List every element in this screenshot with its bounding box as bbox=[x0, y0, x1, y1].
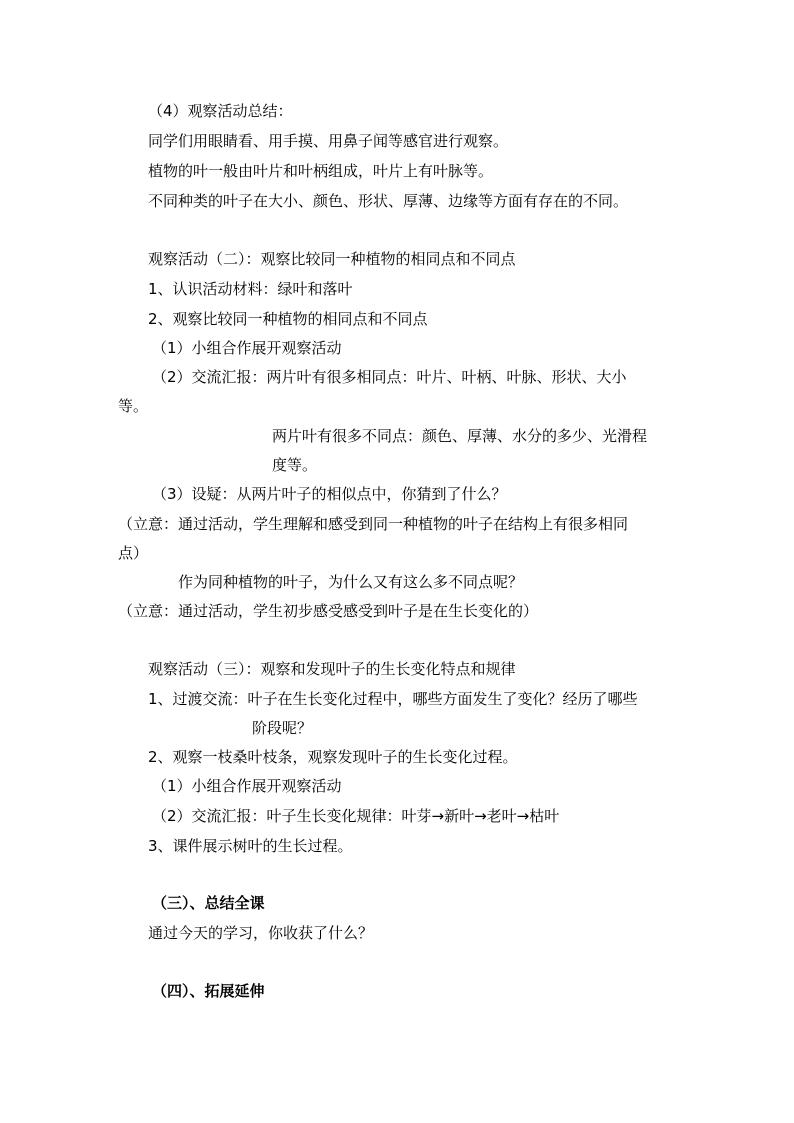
text-line-26: 通过今天的学习，你收获了什么？ bbox=[148, 924, 374, 942]
text-line-21: 2、观察一枝桑叶枝条，观察发现叶子的生长变化过程。 bbox=[148, 748, 518, 766]
text-line-11: 两片叶有很多不同点：颜色、厚薄、水分的多少、光滑程 bbox=[272, 427, 648, 445]
text-line-16: 作为同种植物的叶子，为什么又有这么多不同点呢？ bbox=[178, 573, 524, 591]
text-line-8: （1）小组合作展开观察活动 bbox=[152, 339, 342, 357]
text-line-2: 同学们用眼睛看、用手摸、用鼻子闻等感官进行观察。 bbox=[148, 132, 509, 150]
text-line-9: （2）交流汇报：两片叶有很多相同点：叶片、叶柄、叶脉、形状、大小 bbox=[152, 368, 627, 386]
text-line-24: 3、课件展示树叶的生长过程。 bbox=[148, 837, 353, 855]
text-line-17: （立意：通过活动，学生初步感受感受到叶子是在生长变化的） bbox=[118, 602, 539, 620]
text-line-15: 点） bbox=[118, 544, 149, 562]
text-line-12: 度等。 bbox=[272, 456, 318, 474]
text-line-3: 植物的叶一般由叶片和叶柄组成，叶片上有叶脉等。 bbox=[148, 162, 494, 180]
text-line-10: 等。 bbox=[118, 397, 149, 415]
section-heading-summary: （三）、总结全课 bbox=[152, 894, 265, 912]
text-line-1: （4）观察活动总结： bbox=[148, 102, 293, 120]
text-line-6: 1、认识活动材料：绿叶和落叶 bbox=[148, 280, 353, 298]
text-line-23: （2）交流汇报：叶子生长变化规律：叶芽→新叶→老叶→枯叶 bbox=[152, 807, 560, 825]
text-line-20: 阶段呢？ bbox=[252, 719, 313, 737]
text-line-4: 不同种类的叶子在大小、颜色、形状、厚薄、边缘等方面有存在的不同。 bbox=[148, 192, 629, 210]
section-heading-extension: （四）、拓展延伸 bbox=[152, 982, 265, 1000]
text-line-7: 2、观察比较同一种植物的相同点和不同点 bbox=[148, 310, 428, 328]
text-line-19: 1、过渡交流：叶子在生长变化过程中，哪些方面发生了变化？经历了哪些 bbox=[148, 690, 638, 708]
text-line-22: （1）小组合作展开观察活动 bbox=[152, 777, 342, 795]
text-line-13: （3）设疑：从两片叶子的相似点中，你猜到了什么？ bbox=[152, 485, 507, 503]
section-heading-activity-2: 观察活动（二）：观察比较同一种植物的相同点和不同点 bbox=[148, 250, 516, 268]
text-line-14: （立意：通过活动，学生理解和感受到同一种植物的叶子在结构上有很多相同 bbox=[118, 515, 629, 533]
section-heading-activity-3: 观察活动（三）：观察和发现叶子的生长变化特点和规律 bbox=[148, 660, 516, 678]
